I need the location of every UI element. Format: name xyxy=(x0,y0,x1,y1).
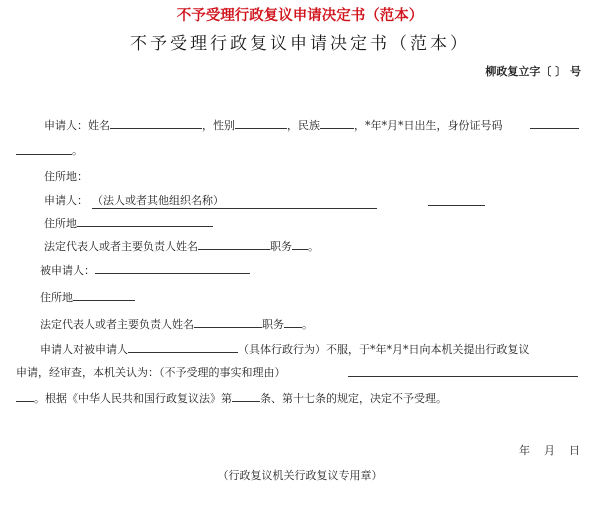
article-blank[interactable] xyxy=(232,389,260,402)
body-line-2 xyxy=(16,364,286,380)
ethnicity-label: ，民族 xyxy=(287,119,320,132)
position-label-2: 职务 xyxy=(262,318,284,331)
body-text: 申请人对被申请人 xyxy=(40,343,128,356)
legal-rep-label: 法定代表人或者主要负责人姓名 xyxy=(44,240,198,253)
respondent-line xyxy=(40,261,250,278)
legal-rep-name-blank-2[interactable] xyxy=(194,315,262,328)
line-end: 。 xyxy=(302,318,313,331)
body-text: （具体行政行为）不服，于*年*月*日向本机关提出行政复议 xyxy=(238,343,530,356)
address-line-2 xyxy=(44,214,213,231)
ethnicity-blank[interactable] xyxy=(320,116,354,129)
legal-rep-name-blank[interactable] xyxy=(198,237,270,250)
body-line-1 xyxy=(40,340,530,357)
position-blank-2[interactable] xyxy=(284,315,302,328)
position-blank[interactable] xyxy=(292,237,308,250)
applicant-name-label: 申请人：姓名 xyxy=(44,119,110,132)
respondent-blank[interactable] xyxy=(95,261,250,274)
address-blank-2[interactable] xyxy=(77,214,213,227)
gender-label: ，性别 xyxy=(202,119,235,132)
applicant-individual-line xyxy=(44,116,503,133)
gender-blank[interactable] xyxy=(235,116,287,129)
body-text: 申请，经审查，本机关认为：（不予受理的事实和理由） xyxy=(16,366,286,379)
address-label-2: 住所地 xyxy=(44,217,77,230)
body-text: 条、第十七条的规定，决定不予受理。 xyxy=(260,392,447,405)
applicant-org-label: 申请人： xyxy=(44,194,88,207)
seal-text: （行政复议机关行政复议专用章） xyxy=(217,469,383,482)
red-title: 不予受理行政复议申请决定书（范本） xyxy=(176,7,424,24)
address-label: 住所地： xyxy=(44,170,88,183)
act-blank[interactable] xyxy=(128,340,238,353)
legal-rep-line-2 xyxy=(40,315,313,332)
legal-rep-line xyxy=(44,237,319,254)
applicant-org-name: （法人或者其他组织名称） xyxy=(92,194,224,207)
name-blank[interactable] xyxy=(110,116,202,129)
reason-blank-end[interactable] xyxy=(16,389,34,402)
applicant-org-extra-blank[interactable] xyxy=(428,205,485,206)
id-number-blank-2[interactable] xyxy=(16,154,72,155)
address-label-3: 住所地 xyxy=(40,291,73,304)
line-end: 。 xyxy=(308,240,319,253)
id-number-blank-1[interactable] xyxy=(530,128,579,129)
document-number: 柳政复立字〔 〕 号 xyxy=(485,65,581,78)
page-title: 不予受理行政复议申请决定书（范本） xyxy=(130,34,470,54)
body-text: 。根据《中华人民共和国行政复议法》第 xyxy=(34,392,232,405)
address-line-3 xyxy=(40,288,135,305)
birth-id-label: ，*年*月*日出生，身份证号码 xyxy=(354,119,503,132)
date-line: 年 月 日 xyxy=(519,444,580,457)
applicant-org-line xyxy=(44,192,377,209)
line-end: 。 xyxy=(72,144,83,157)
reason-blank[interactable] xyxy=(348,376,578,377)
body-line-3 xyxy=(16,389,447,406)
address-blank-3[interactable] xyxy=(73,288,135,301)
position-label: 职务 xyxy=(270,240,292,253)
respondent-label: 被申请人： xyxy=(40,264,95,277)
legal-rep-label-2: 法定代表人或者主要负责人姓名 xyxy=(40,318,194,331)
